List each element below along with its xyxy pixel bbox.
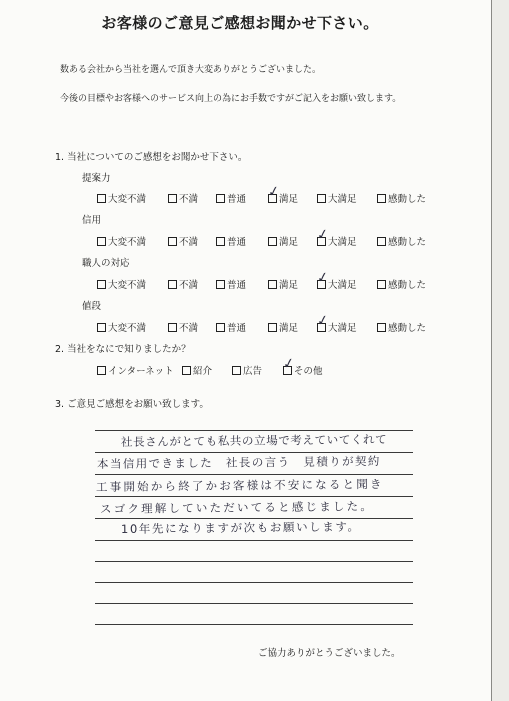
option-label: 普通: [227, 237, 247, 248]
checkbox[interactable]: [377, 237, 386, 246]
option-label: 感動した: [388, 194, 427, 205]
scan-margin: [492, 0, 509, 701]
category-label-price: 値段: [82, 301, 102, 312]
check-mark-icon: ✓: [266, 182, 282, 201]
option-label: 満足: [279, 237, 299, 248]
ruled-line: [95, 561, 413, 562]
option-label: 普通: [227, 194, 247, 205]
check-mark-icon: ✓: [281, 354, 297, 373]
option-label: 満足: [279, 323, 299, 334]
option-impressed[interactable]: [377, 277, 426, 291]
check-mark-icon: ✓: [315, 225, 331, 244]
checkbox[interactable]: [182, 366, 191, 375]
checkbox[interactable]: [317, 194, 326, 203]
option-label: 大変不満: [108, 280, 147, 291]
checkbox[interactable]: [97, 194, 106, 203]
rating-row-craftsman-service: [0, 268, 490, 291]
checkbox[interactable]: [315, 268, 331, 289]
option-label: 感動した: [388, 280, 427, 291]
option-label: 普通: [227, 323, 247, 334]
checkbox[interactable]: [168, 237, 177, 246]
option-satisfied[interactable]: [268, 234, 298, 248]
ruled-line: [95, 474, 413, 475]
handwritten-comment-line: スゴク理解していただいてると感じました。: [99, 499, 375, 516]
ruled-line: [95, 452, 413, 453]
option-label: 大満足: [328, 323, 357, 334]
category-label-proposal: 提案力: [82, 173, 111, 184]
rating-row-trust: [0, 225, 490, 248]
check-mark-icon: ✓: [315, 268, 331, 287]
checkbox[interactable]: [268, 237, 277, 246]
checkbox[interactable]: [216, 237, 225, 246]
option-impressed[interactable]: [377, 191, 426, 205]
option-label: 感動した: [388, 237, 427, 248]
category-label-craftsman-service: 職人の対応: [82, 258, 130, 269]
option-label: 感動した: [388, 323, 427, 334]
option-very-dissatisfied[interactable]: [97, 191, 146, 205]
option-satisfied[interactable]: [268, 320, 298, 334]
option-label: 大満足: [328, 280, 357, 291]
option-very-satisfied[interactable]: [315, 225, 357, 248]
option-very-dissatisfied[interactable]: [97, 320, 146, 334]
checkbox[interactable]: [168, 194, 177, 203]
option-neutral[interactable]: [216, 320, 246, 334]
option-dissatisfied[interactable]: [168, 191, 198, 205]
check-mark-icon: ✓: [315, 311, 331, 330]
option-label: 紹介: [193, 366, 213, 377]
option-label: 不満: [179, 194, 199, 205]
handwritten-comment-line: 本当信用できました 社長の言う 見積りが契約: [96, 454, 381, 471]
question-3-heading: 3. ご意見ご感想をお願い致します。: [55, 399, 209, 410]
checkbox[interactable]: [97, 366, 106, 375]
ruled-line: [95, 540, 413, 541]
form-title: お客様のご意見ご感想お聞かせ下さい。: [101, 14, 379, 32]
comment-area[interactable]: [95, 430, 413, 626]
checkbox[interactable]: [266, 182, 282, 203]
source-row: [0, 354, 490, 377]
checkbox[interactable]: [232, 366, 241, 375]
ruled-line: [95, 496, 413, 497]
checkbox[interactable]: [377, 280, 386, 289]
ruled-line: [95, 603, 413, 604]
option-very-satisfied[interactable]: [315, 311, 357, 334]
rating-row-proposal: [0, 182, 490, 205]
checkbox[interactable]: [97, 280, 106, 289]
handwritten-comment-line: 10年先になりますが次もお願いします。: [120, 519, 361, 536]
checkbox[interactable]: [168, 280, 177, 289]
option-label: 不満: [179, 280, 199, 291]
option-label: 不満: [179, 323, 199, 334]
option-very-satisfied[interactable]: [315, 268, 357, 291]
option-advertisement[interactable]: [232, 363, 262, 377]
checkbox[interactable]: [268, 280, 277, 289]
option-label: 大変不満: [108, 323, 147, 334]
option-dissatisfied[interactable]: [168, 277, 198, 291]
option-impressed[interactable]: [377, 320, 426, 334]
option-label: 満足: [279, 194, 299, 205]
checkbox[interactable]: [281, 354, 297, 375]
option-referral[interactable]: [182, 363, 212, 377]
ruled-line: [95, 624, 413, 625]
option-label: 大変不満: [108, 237, 147, 248]
checkbox[interactable]: [97, 323, 106, 332]
intro-line: 今後の目標やお客様へのサービス向上の為にお手数ですがご記入をお願い致します。: [60, 94, 402, 104]
option-neutral[interactable]: [216, 277, 246, 291]
checkbox[interactable]: [168, 323, 177, 332]
option-label: 普通: [227, 280, 247, 291]
option-satisfied[interactable]: [268, 277, 298, 291]
option-dissatisfied[interactable]: [168, 234, 198, 248]
option-label: 満足: [279, 280, 299, 291]
option-very-dissatisfied[interactable]: [97, 277, 146, 291]
handwritten-comment-line: 工事開始から終了かお客様は不安になると聞き: [95, 476, 384, 494]
checkbox[interactable]: [216, 323, 225, 332]
ruled-line: [95, 582, 413, 583]
option-internet[interactable]: [97, 363, 174, 377]
page-edge: [491, 0, 492, 701]
option-neutral[interactable]: [216, 234, 246, 248]
question-1-heading: 1. 当社についてのご感想をお聞かせ下さい。: [55, 152, 248, 163]
checkbox[interactable]: [216, 280, 225, 289]
checkbox[interactable]: [377, 323, 386, 332]
checkbox[interactable]: [97, 237, 106, 246]
checkbox[interactable]: [315, 225, 331, 246]
option-label: 大変不満: [108, 194, 147, 205]
option-label: 大満足: [328, 237, 357, 248]
option-label: 大満足: [328, 194, 357, 205]
thank-you-note: ご協力ありがとうございました。: [258, 648, 401, 659]
option-very-dissatisfied[interactable]: [97, 234, 146, 248]
ruled-line: [95, 518, 413, 519]
option-label: その他: [294, 366, 323, 377]
option-label: 不満: [179, 237, 199, 248]
checkbox[interactable]: [268, 323, 277, 332]
ruled-line: [95, 430, 413, 431]
option-very-satisfied[interactable]: [317, 191, 357, 205]
option-impressed[interactable]: [377, 234, 426, 248]
option-satisfied[interactable]: [266, 182, 299, 205]
checkbox[interactable]: [216, 194, 225, 203]
checkbox[interactable]: [315, 311, 331, 332]
rating-row-price: [0, 311, 490, 334]
option-label: インターネット: [108, 366, 174, 377]
option-dissatisfied[interactable]: [168, 320, 198, 334]
option-label: 広告: [243, 366, 263, 377]
handwritten-comment-line: 社長さんがとても私共の立場で考えていてくれて: [120, 432, 388, 449]
intro-line: 数ある会社から当社を選んで頂き大変ありがとうございました。: [60, 65, 322, 75]
option-other[interactable]: [281, 354, 323, 377]
option-neutral[interactable]: [216, 191, 246, 205]
checkbox[interactable]: [377, 194, 386, 203]
category-label-trust: 信用: [82, 215, 102, 226]
question-2-heading: 2. 当社をなにで知りましたか？: [55, 344, 191, 355]
